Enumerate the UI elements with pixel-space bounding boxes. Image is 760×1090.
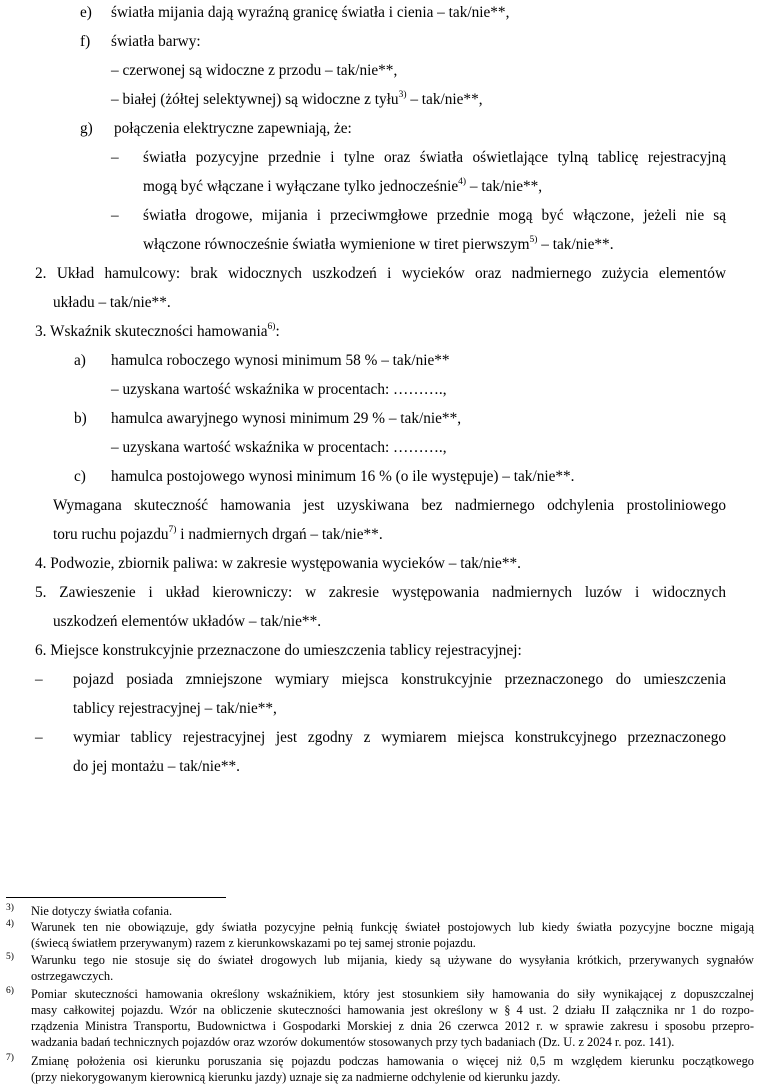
section-3-heading: 3. Wskaźnik skuteczności hamowania$^{6)}$: <box>35 321 280 340</box>
item-f-marker: f) <box>80 33 91 50</box>
item-f-sub1: – czerwonej są widoczne z przodu – tak/nie**, <box>111 62 398 79</box>
item-a-sub: – uzyskana wartość wskaźnika w procentach: ………., <box>111 381 447 398</box>
footnote-7-marker: 7) <box>6 1053 14 1063</box>
footnote-7-line-2: (przy niekorygowanym kierownicą kierunku jazdy) uznaje się za nadmierne odchylenie od kierunku jazdy. <box>31 1070 561 1084</box>
section-5-line-2: uszkodzeń elementów układów – tak/nie**. <box>53 613 322 630</box>
section-2-line-2: układu – tak/nie**. <box>53 294 171 311</box>
item-b-sub: – uzyskana wartość wskaźnika w procentach: ………., <box>111 439 447 456</box>
item-g-text: połączenia elektryczne zapewniają, że: <box>114 120 352 137</box>
footnote-5-line-1: Warunku tego nie stosuje się do świateł drogowych lub mijania, kiedy są używane do wysyłania krótkich, przerywanych sygnałów <box>31 953 754 967</box>
item-g-bullet-2-line-1: światła drogowe, mijania i przeciwmgłowe przednie mogą być włączone, jeżeli nie są <box>143 207 726 224</box>
braking-requirement-line-2: toru ruchu pojazdu$^{7)}$ i nadmiernych drgań – tak/nie**. <box>53 524 383 543</box>
section-6-bullet-2-line-1: wymiar tablicy rejestracyjnej jest zgodny z wymiarem miejsca konstrukcyjnego przeznaczonego <box>73 729 726 746</box>
footnote-6-line-4: wadzania badań technicznych pojazdów oraz wzorów dokumentów stosowanych przy tych badaniach (Dz. U. z 2024 r. poz. 141). <box>31 1035 675 1049</box>
section-6-dash-2: – <box>35 729 43 746</box>
footnote-4-line-2: (świecą światłem przerywanym) razem z kierunkowskazami po tej samej stronie pojazdu. <box>31 936 476 950</box>
item-g-bullet-2-line-2: włączone równocześnie światła wymienione w tiret pierwszym$^{5)}$ – tak/nie**. <box>143 234 614 253</box>
footnote-6-line-1: Pomiar skuteczności hamowania określony wskaźnikiem, który jest stosunkiem siły hamowania do siły wynikającej z dopuszczalnej <box>31 987 754 1001</box>
section-6-bullet-2-line-2: do jej montażu – tak/nie**. <box>73 758 240 775</box>
section-4: 4. Podwozie, zbiornik paliwa: w zakresie występowania wycieków – tak/nie**. <box>35 555 521 572</box>
footnote-5-marker: 5) <box>6 952 14 962</box>
footnote-4-line-1: Warunek ten nie obowiązuje, gdy światła pozycyjne pełnią funkcję świateł postojowych lub kiedy światła pozycyjne boczne migają <box>31 920 754 934</box>
footnote-separator <box>6 897 226 898</box>
item-a-text: hamulca roboczego wynosi minimum 58 % – tak/nie** <box>111 352 450 369</box>
item-a-marker: a) <box>74 352 86 369</box>
item-c-marker: c) <box>74 468 86 485</box>
braking-requirement-line-1: Wymagana skuteczność hamowania jest uzyskiwana bez nadmiernego odchylenia prostoliniowego <box>53 497 726 514</box>
section-2-line-1: 2. Układ hamulcowy: brak widocznych uszkodzeń i wycieków oraz nadmiernego zużycia elementów <box>35 265 726 282</box>
item-f-sub2: – białej (żółtej selektywnej) są widoczne z tyłu$^{3)}$ – tak/nie**, <box>111 89 483 108</box>
item-g-bullet-1-line-1: światła pozycyjne przednie i tylne oraz światła oświetlające tylną tablicę rejestracyjną <box>143 149 726 166</box>
item-g-marker: g) <box>80 120 93 137</box>
footnote-3-marker: 3) <box>6 903 14 913</box>
footnote-7-line-1: Zmianę położenia osi kierunku poruszania się pojazdu podczas hamowania o więcej niż 0,5 m względem kierunku początkowego <box>31 1054 754 1068</box>
section-6-bullet-1-line-1: pojazd posiada zmniejszone wymiary miejsca konstrukcyjnie przeznaczonego do umieszczenia <box>73 671 726 688</box>
item-g-bullet-1-line-2: mogą być włączane i wyłączane tylko jednocześnie$^{4)}$ – tak/nie**, <box>143 176 543 195</box>
item-g-dash-1: – <box>111 149 119 166</box>
item-c-text: hamulca postojowego wynosi minimum 16 % (o ile występuje) – tak/nie**. <box>111 468 575 485</box>
section-6-bullet-1-line-2: tablicy rejestracyjnej – tak/nie**, <box>73 700 277 717</box>
item-e-text: światła mijania dają wyraźną granicę światła i cienia – tak/nie**, <box>111 4 510 21</box>
item-g-dash-2: – <box>111 207 119 224</box>
footnote-6-line-3: rządzenia Ministra Transportu, Budownictwa i Gospodarki Morskiej z dnia 26 czerwca 2012 r. w sprawie zakresu i sposobu przepro- <box>31 1019 754 1033</box>
footnote-5-line-2: ostrzegawczych. <box>31 969 114 983</box>
footnote-4-marker: 4) <box>6 919 14 929</box>
item-b-text: hamulca awaryjnego wynosi minimum 29 % – tak/nie**, <box>111 410 462 427</box>
item-f-text: światła barwy: <box>111 33 201 50</box>
item-b-marker: b) <box>74 410 87 427</box>
item-e-marker: e) <box>80 4 92 21</box>
section-6-dash-1: – <box>35 671 43 688</box>
section-6-heading: 6. Miejsce konstrukcyjnie przeznaczone do umieszczenia tablicy rejestracyjnej: <box>35 642 522 659</box>
section-5-line-1: 5. Zawieszenie i układ kierowniczy: w zakresie występowania nadmiernych luzów i widocznych <box>35 584 726 601</box>
footnote-6-line-2: masy całkowitej pojazdu. Wzór na obliczenie skuteczności hamowania jest określony w § 4 ust. 2 działu II załącznika nr 1 do rozpo- <box>31 1003 754 1017</box>
footnote-6-marker: 6) <box>6 986 14 996</box>
footnote-3-text: Nie dotyczy światła cofania. <box>31 904 173 918</box>
